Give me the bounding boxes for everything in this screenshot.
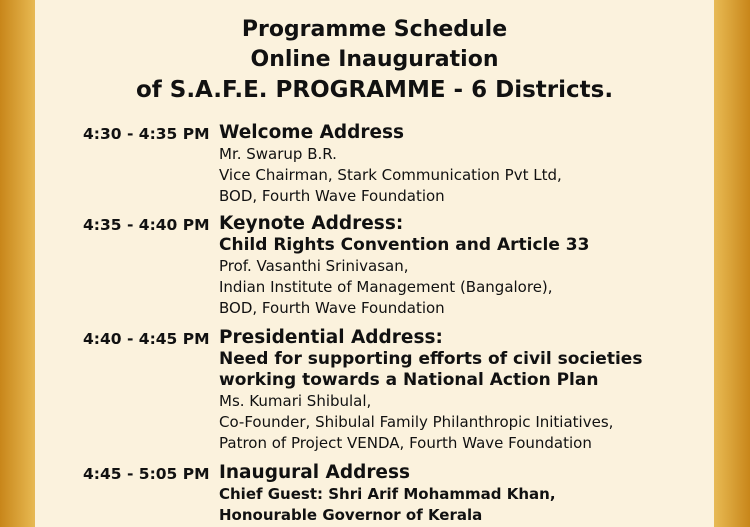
schedule-topic: working towards a National Action Plan (219, 370, 599, 390)
title-line-1: Programme Schedule (241, 17, 508, 42)
speaker-line: Co-Founder, Shibulal Family Philanthropic Initiatives, (219, 413, 614, 431)
speaker-line: Chief Guest: Shri Arif Mohammad Khan, (219, 485, 556, 503)
schedule-topic: Child Rights Convention and Article 33 (219, 235, 590, 255)
speaker-line: Ms. Kumari Shibulal, (219, 392, 372, 410)
schedule-heading: Welcome Address (219, 122, 405, 143)
schedule-topic: Need for supporting efforts of civil societies (219, 349, 643, 369)
schedule-heading: Inaugural Address (219, 462, 411, 483)
schedule-time: 4:35 - 4:40 PM (83, 216, 210, 234)
schedule-time: 4:30 - 4:35 PM (83, 125, 210, 143)
schedule-content (219, 213, 589, 319)
title-line-2: Online Inauguration (250, 47, 499, 72)
speaker-line: Patron of Project VENDA, Fourth Wave Foundation (219, 434, 592, 452)
speaker-line: Mr. Swarup B.R. (219, 145, 337, 163)
schedule-content (219, 122, 562, 207)
schedule-panel (35, 0, 714, 527)
speaker-line: Honourable Governor of Kerala (219, 506, 483, 524)
schedule-content (219, 327, 642, 454)
speaker-line: Indian Institute of Management (Bangalore), (219, 278, 553, 296)
speaker-line: Prof. Vasanthi Srinivasan, (219, 257, 409, 275)
speaker-line: BOD, Fourth Wave Foundation (219, 299, 445, 317)
title-line-3: of S.A.F.E. PROGRAMME - 6 Districts. (135, 77, 614, 103)
schedule-time: 4:45 - 5:05 PM (83, 465, 210, 483)
schedule-time: 4:40 - 4:45 PM (83, 330, 210, 348)
speaker-line: Vice Chairman, Stark Communication Pvt Ltd, (219, 166, 562, 184)
speaker-line: BOD, Fourth Wave Foundation (219, 187, 445, 205)
schedule-heading: Presidential Address: (219, 327, 443, 348)
schedule-heading: Keynote Address: (219, 213, 404, 234)
schedule-content (219, 462, 556, 526)
